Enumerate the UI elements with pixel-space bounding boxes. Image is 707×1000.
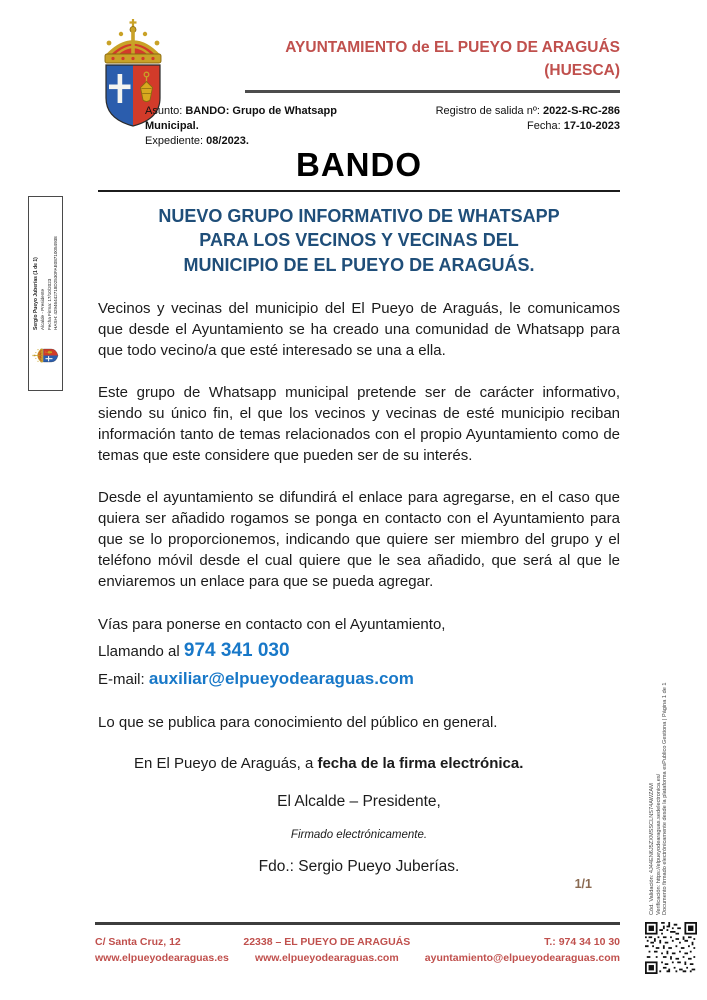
email-link[interactable]: auxiliar@elpueyodearaguas.com (148, 668, 414, 688)
footer-town: 22338 – EL PUEYO DE ARAGUÁS (243, 936, 411, 948)
stamp-coat-of-arms-icon (32, 346, 59, 366)
document-body (98, 146, 620, 891)
signature-stamp-text (33, 200, 59, 330)
heading-line-3: MUNICIPIO DE EL PUEYO DE ARAGUÁS. (183, 254, 535, 275)
email-label: E-mail: (98, 670, 149, 688)
subject-label: Asunto: (145, 105, 186, 117)
header-title (240, 36, 620, 83)
footer-divider (95, 922, 620, 925)
phone-label: Llamando al (98, 643, 184, 661)
paragraph-2: Este grupo de Whatsapp municipal pretende ser de carácter informativo, siendo su único fin, el que los vecinos y vecinas de esté municipio reciban información tanto de temas relacionados con el propio Ayuntamiento como de temas que este considere que pueden ser de su interés. (98, 383, 620, 464)
heading-line-2: PARA LOS VECINOS Y VECINAS DEL (199, 230, 519, 251)
validation-url: Verificación: https://elpueyodearaguas.sedelectronica.es/ (655, 773, 662, 915)
validation-code: Cód. Validación: 4J44EN6J5ZXMSSCLNS74AWZAM (649, 783, 655, 915)
meta-registry-block (436, 104, 620, 149)
date-label: Fecha: (527, 119, 564, 132)
file-label: Expediente: (145, 134, 207, 147)
phone-number: 974 341 030 (183, 640, 290, 662)
header-divider (245, 90, 620, 93)
footer-address-col (95, 934, 229, 967)
contact-email-line (98, 666, 620, 692)
meta-subject-block (145, 104, 350, 149)
qr-code-icon (645, 922, 697, 974)
header-title-line2: (HUESCA) (544, 62, 620, 80)
title-divider (98, 190, 620, 192)
footer-email: ayuntamiento@elpueyodearaguas.com (424, 952, 620, 965)
publish-line: Lo que se publica para conocimiento del público en general. (98, 713, 498, 731)
place-date-regular: En El Pueyo de Araguás, a (134, 754, 318, 772)
place-date-line (134, 755, 620, 772)
header-title-line1: AYUNTAMIENTO de EL PUEYO DE ARAGUÁS (285, 39, 620, 56)
subject-value: BANDO: Grupo de Whatsapp Municipal. (145, 105, 337, 132)
stamp-hash: HASH: 42946442718D2530FAE08710054938 (53, 236, 59, 330)
validation-strip (649, 585, 668, 915)
contact-block (98, 613, 620, 692)
footer-street: C/ Santa Cruz, 12 (95, 936, 181, 948)
paragraph-1: Vecinos y vecinas del municipio del El Pueyo de Araguás, le comunicamos que desde el Ayuntamiento se ha creado una comunidad de Whatsapp para que todo vecino/a que esté interesado se una a ella. (98, 299, 620, 359)
page-number: 1/1 (574, 876, 592, 891)
signer-role: El Alcalde – Presidente, (277, 792, 441, 810)
document-title: BANDO (296, 146, 422, 183)
announcement-heading (98, 204, 620, 277)
footer-web-com: www.elpueyodearaguas.com (254, 952, 399, 965)
validation-platform-note: Documento firmado electrónicamente desde la plataforma esPublico Gestiona | Página 1 de 1 (662, 682, 669, 915)
stamp-sign-date: Fecha Firma: 17/10/2023 (46, 278, 52, 330)
heading-line-1: NUEVO GRUPO INFORMATIVO DE WHATSAPP (158, 206, 560, 226)
paragraph-3: Desde el ayuntamiento se difundirá el enlace para agregarse, en el caso que quiera ser añadido rogamos se ponga en contacto con el Ayuntamiento para que se lo proporcionemos, indicando que quiere ser miembro del grupo y el teléfono móvil desde el cual quiere que le sea añadido, que será al que le enviaremos un enlace para que se pueda agregar. (98, 488, 620, 590)
stamp-signer-role: Alcalde - Presidente (40, 288, 46, 330)
signer-name: Fdo.: Sergio Pueyo Juberías. (258, 857, 460, 875)
footer-contact-col (425, 934, 620, 967)
contact-phone-line (98, 636, 620, 665)
stamp-signer-name: Sergio Pueyo Juberías (1 de 1) (33, 257, 39, 330)
footer (95, 922, 620, 967)
signed-electronically-note: Firmado electrónicamente. (290, 828, 428, 841)
footer-web-es: www.elpueyodearaguas.es (95, 952, 229, 965)
registry-label: Registro de salida nº: (435, 105, 543, 117)
footer-columns (95, 934, 620, 967)
footer-phone: T.: 974 34 10 30 (544, 936, 620, 948)
file-value: 08/2023. (206, 134, 249, 147)
footer-town-col (243, 934, 410, 967)
contact-intro: Vías para ponerse en contacto con el Ayuntamiento, (98, 615, 446, 633)
place-date-bold: fecha de la firma electrónica. (317, 754, 524, 772)
date-value: 17-10-2023 (563, 119, 620, 132)
registry-value: 2022-S-RC-286 (542, 105, 620, 117)
document-meta (145, 104, 620, 149)
